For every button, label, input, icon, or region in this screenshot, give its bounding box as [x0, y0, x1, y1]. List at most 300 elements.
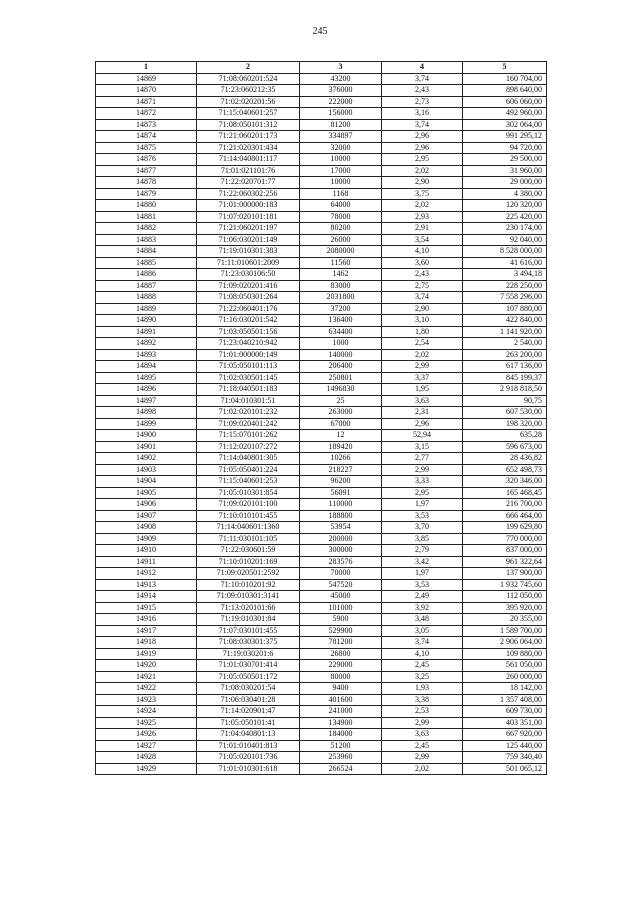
rate-cell: 1,97: [382, 499, 463, 511]
area-cell: 9400: [300, 683, 382, 695]
area-cell: 53954: [300, 522, 382, 534]
cadastral-number-cell: 71:23:040210:942: [197, 338, 300, 350]
value-cell: 109 880,00: [463, 648, 547, 660]
rate-cell: 3,15: [382, 441, 463, 453]
table-row: [96, 418, 547, 430]
rate-cell: 2,02: [382, 200, 463, 212]
rate-cell: 2,93: [382, 211, 463, 223]
rate-cell: 3,74: [382, 637, 463, 649]
cadastral-number-cell: 71:14:040801:117: [197, 154, 300, 166]
table-row: [96, 257, 547, 269]
row-number-cell: 14904: [96, 476, 197, 488]
cadastral-number-cell: 71:05:050401:224: [197, 464, 300, 476]
cadastral-number-cell: 71:06:030201:149: [197, 234, 300, 246]
table-row: [96, 625, 547, 637]
table-row: [96, 269, 547, 281]
table-row: [96, 694, 547, 706]
area-cell: 80000: [300, 671, 382, 683]
table-row: [96, 683, 547, 695]
area-cell: 136400: [300, 315, 382, 327]
cadastral-number-cell: 71:08:050301:264: [197, 292, 300, 304]
rate-cell: 3,85: [382, 533, 463, 545]
table-row: [96, 453, 547, 465]
cadastral-number-cell: 71:15:040601:257: [197, 108, 300, 120]
rate-cell: 4,10: [382, 648, 463, 660]
rate-cell: 3,75: [382, 188, 463, 200]
rate-cell: 3,92: [382, 602, 463, 614]
value-cell: 160 704,00: [463, 73, 547, 85]
rate-cell: 3,74: [382, 73, 463, 85]
row-number-cell: 14875: [96, 142, 197, 154]
cadastral-number-cell: 71:22:020701:77: [197, 177, 300, 189]
area-cell: 218227: [300, 464, 382, 476]
row-number-cell: 14886: [96, 269, 197, 281]
cadastral-number-cell: 71:23:030106:50: [197, 269, 300, 281]
table-row: [96, 108, 547, 120]
cadastral-number-cell: 71:13:020101:66: [197, 602, 300, 614]
rate-cell: 3,48: [382, 614, 463, 626]
value-cell: 125 440,00: [463, 740, 547, 752]
column-header: 4: [382, 62, 463, 74]
data-table: [95, 61, 547, 775]
area-cell: 781200: [300, 637, 382, 649]
row-number-cell: 14871: [96, 96, 197, 108]
rate-cell: 2,96: [382, 418, 463, 430]
row-number-cell: 14898: [96, 407, 197, 419]
value-cell: 225 420,00: [463, 211, 547, 223]
table-row: [96, 706, 547, 718]
value-cell: 422 840,00: [463, 315, 547, 327]
cadastral-number-cell: 71:19:010301:383: [197, 246, 300, 258]
rate-cell: 3,10: [382, 315, 463, 327]
table-row: [96, 579, 547, 591]
cadastral-number-cell: 71:09:010301:3141: [197, 591, 300, 603]
row-number-cell: 14878: [96, 177, 197, 189]
table-row: [96, 395, 547, 407]
rate-cell: 3,37: [382, 372, 463, 384]
area-cell: 81200: [300, 119, 382, 131]
row-number-cell: 14881: [96, 211, 197, 223]
row-number-cell: 14869: [96, 73, 197, 85]
value-cell: 20 355,00: [463, 614, 547, 626]
row-number-cell: 14879: [96, 188, 197, 200]
rate-cell: 2,99: [382, 752, 463, 764]
table-row: [96, 154, 547, 166]
area-cell: 51200: [300, 740, 382, 752]
row-number-cell: 14877: [96, 165, 197, 177]
row-number-cell: 14882: [96, 223, 197, 235]
area-cell: 17000: [300, 165, 382, 177]
cadastral-number-cell: 71:09:020101:100: [197, 499, 300, 511]
value-cell: 666 464,00: [463, 510, 547, 522]
cadastral-number-cell: 71:05:020101:736: [197, 752, 300, 764]
value-cell: 403 351,00: [463, 717, 547, 729]
table-row: [96, 637, 547, 649]
value-cell: 320 346,00: [463, 476, 547, 488]
area-cell: 634400: [300, 326, 382, 338]
area-cell: 188800: [300, 510, 382, 522]
rate-cell: 2,99: [382, 464, 463, 476]
area-cell: 110000: [300, 499, 382, 511]
rate-cell: 2,43: [382, 269, 463, 281]
table-row: [96, 326, 547, 338]
table-row: [96, 545, 547, 557]
row-number-cell: 14917: [96, 625, 197, 637]
row-number-cell: 14887: [96, 280, 197, 292]
table-row: [96, 361, 547, 373]
rate-cell: 2,45: [382, 740, 463, 752]
table-row: [96, 556, 547, 568]
area-cell: 134900: [300, 717, 382, 729]
row-number-cell: 14929: [96, 763, 197, 775]
area-cell: 32000: [300, 142, 382, 154]
row-number-cell: 14883: [96, 234, 197, 246]
area-cell: 283576: [300, 556, 382, 568]
area-cell: 67000: [300, 418, 382, 430]
area-cell: 11560: [300, 257, 382, 269]
cadastral-number-cell: 71:21:060201:197: [197, 223, 300, 235]
rate-cell: 2,90: [382, 303, 463, 315]
area-cell: 64000: [300, 200, 382, 212]
cadastral-number-cell: 71:09:020201:416: [197, 280, 300, 292]
value-cell: 120 320,00: [463, 200, 547, 212]
table-row: [96, 200, 547, 212]
row-number-cell: 14897: [96, 395, 197, 407]
cadastral-number-cell: 71:19:010301:84: [197, 614, 300, 626]
area-cell: 250801: [300, 372, 382, 384]
rate-cell: 2,91: [382, 223, 463, 235]
table-row: [96, 96, 547, 108]
table-row: [96, 763, 547, 775]
area-cell: 229000: [300, 660, 382, 672]
cadastral-number-cell: 71:01:010401:813: [197, 740, 300, 752]
row-number-cell: 14876: [96, 154, 197, 166]
cadastral-number-cell: 71:16:030201:542: [197, 315, 300, 327]
table-row: [96, 568, 547, 580]
value-cell: 845 199,37: [463, 372, 547, 384]
cadastral-number-cell: 71:14:040601:1360: [197, 522, 300, 534]
cadastral-number-cell: 71:11:010601:2009: [197, 257, 300, 269]
row-number-cell: 14903: [96, 464, 197, 476]
cadastral-number-cell: 71:22:060302:256: [197, 188, 300, 200]
cadastral-number-cell: 71:23:060212:35: [197, 85, 300, 97]
cadastral-number-cell: 71:01:000000:183: [197, 200, 300, 212]
value-cell: 770 000,00: [463, 533, 547, 545]
table-row: [96, 729, 547, 741]
cadastral-number-cell: 71:05:050501:172: [197, 671, 300, 683]
table-row: [96, 73, 547, 85]
rate-cell: 1,97: [382, 568, 463, 580]
area-cell: 78000: [300, 211, 382, 223]
row-number-cell: 14926: [96, 729, 197, 741]
value-cell: 18 142,00: [463, 683, 547, 695]
value-cell: 609 730,00: [463, 706, 547, 718]
area-cell: 266524: [300, 763, 382, 775]
rate-cell: 2,75: [382, 280, 463, 292]
row-number-cell: 14874: [96, 131, 197, 143]
table-row: [96, 177, 547, 189]
area-cell: 241000: [300, 706, 382, 718]
table-row: [96, 223, 547, 235]
cadastral-number-cell: 71:18:040501:183: [197, 384, 300, 396]
row-number-cell: 14907: [96, 510, 197, 522]
rate-cell: 3,74: [382, 292, 463, 304]
cadastral-number-cell: 71:01:010301:618: [197, 763, 300, 775]
rate-cell: 3,53: [382, 579, 463, 591]
table-row: [96, 338, 547, 350]
value-cell: 1 141 920,00: [463, 326, 547, 338]
value-cell: 92 040,00: [463, 234, 547, 246]
row-number-cell: 14908: [96, 522, 197, 534]
value-cell: 7 558 296,00: [463, 292, 547, 304]
cadastral-number-cell: 71:19:030201:6: [197, 648, 300, 660]
rate-cell: 3,63: [382, 729, 463, 741]
rate-cell: 2,02: [382, 349, 463, 361]
cadastral-number-cell: 71:04:010301:51: [197, 395, 300, 407]
table-row: [96, 165, 547, 177]
table-row: [96, 648, 547, 660]
table-row: [96, 602, 547, 614]
area-cell: 25: [300, 395, 382, 407]
cadastral-number-cell: 71:09:020401:242: [197, 418, 300, 430]
value-cell: 29 500,00: [463, 154, 547, 166]
cadastral-number-cell: 71:08:030201:54: [197, 683, 300, 695]
area-cell: 529900: [300, 625, 382, 637]
rate-cell: 4,10: [382, 246, 463, 258]
cadastral-number-cell: 71:15:040601:253: [197, 476, 300, 488]
cadastral-number-cell: 71:05:050101:41: [197, 717, 300, 729]
row-number-cell: 14895: [96, 372, 197, 384]
table-row: [96, 671, 547, 683]
table-row: [96, 234, 547, 246]
area-cell: 45000: [300, 591, 382, 603]
cadastral-number-cell: 71:08:030301:375: [197, 637, 300, 649]
rate-cell: 2,02: [382, 763, 463, 775]
row-number-cell: 14885: [96, 257, 197, 269]
page-number: 245: [312, 26, 328, 37]
area-cell: 1168: [300, 188, 382, 200]
row-number-cell: 14888: [96, 292, 197, 304]
row-number-cell: 14910: [96, 545, 197, 557]
table-row: [96, 188, 547, 200]
value-cell: 898 640,00: [463, 85, 547, 97]
table-row: [96, 476, 547, 488]
value-cell: 263 200,00: [463, 349, 547, 361]
value-cell: 759 340,40: [463, 752, 547, 764]
cadastral-number-cell: 71:12:020107:272: [197, 441, 300, 453]
value-cell: 607 530,00: [463, 407, 547, 419]
rate-cell: 2,45: [382, 660, 463, 672]
value-cell: 991 295,12: [463, 131, 547, 143]
cadastral-number-cell: 71:08:060201:524: [197, 73, 300, 85]
value-cell: 606 060,00: [463, 96, 547, 108]
area-cell: 37200: [300, 303, 382, 315]
rate-cell: 3,42: [382, 556, 463, 568]
row-number-cell: 14906: [96, 499, 197, 511]
table-row: [96, 142, 547, 154]
cadastral-number-cell: 71:03:050501:156: [197, 326, 300, 338]
row-number-cell: 14899: [96, 418, 197, 430]
rate-cell: 1,95: [382, 384, 463, 396]
value-cell: 137 900,00: [463, 568, 547, 580]
area-cell: 253960: [300, 752, 382, 764]
value-cell: 29 000,00: [463, 177, 547, 189]
cadastral-number-cell: 71:11:030101:105: [197, 533, 300, 545]
area-cell: 1000: [300, 338, 382, 350]
row-number-cell: 14891: [96, 326, 197, 338]
value-cell: 2 918 818,50: [463, 384, 547, 396]
cadastral-number-cell: 71:04:040801:13: [197, 729, 300, 741]
table-row: [96, 407, 547, 419]
value-cell: 90,75: [463, 395, 547, 407]
row-number-cell: 14918: [96, 637, 197, 649]
cadastral-number-cell: 71:02:030501:145: [197, 372, 300, 384]
value-cell: 198 320,00: [463, 418, 547, 430]
value-cell: 1 932 745,60: [463, 579, 547, 591]
area-cell: 376000: [300, 85, 382, 97]
row-number-cell: 14870: [96, 85, 197, 97]
table-row: [96, 591, 547, 603]
table-row: [96, 372, 547, 384]
table-row: [96, 717, 547, 729]
value-cell: 302 064,00: [463, 119, 547, 131]
table-row: [96, 303, 547, 315]
row-number-cell: 14896: [96, 384, 197, 396]
area-cell: 43200: [300, 73, 382, 85]
row-number-cell: 14927: [96, 740, 197, 752]
cadastral-number-cell: 71:07:020101:181: [197, 211, 300, 223]
column-header: 1: [96, 62, 197, 74]
cadastral-number-cell: 71:08:050101:312: [197, 119, 300, 131]
row-number-cell: 14911: [96, 556, 197, 568]
cadastral-number-cell: 71:05:050101:113: [197, 361, 300, 373]
rate-cell: 3,63: [382, 395, 463, 407]
cadastral-number-cell: 71:10:010201:169: [197, 556, 300, 568]
cadastral-number-cell: 71:06:030401:28: [197, 694, 300, 706]
rate-cell: 3,74: [382, 119, 463, 131]
value-cell: 4 380,00: [463, 188, 547, 200]
table-row: [96, 441, 547, 453]
row-number-cell: 14922: [96, 683, 197, 695]
value-cell: 395 920,00: [463, 602, 547, 614]
row-number-cell: 14924: [96, 706, 197, 718]
area-cell: 1496830: [300, 384, 382, 396]
area-cell: 26000: [300, 234, 382, 246]
area-cell: 12: [300, 430, 382, 442]
row-number-cell: 14872: [96, 108, 197, 120]
row-number-cell: 14884: [96, 246, 197, 258]
cadastral-number-cell: 71:07:030101:455: [197, 625, 300, 637]
row-number-cell: 14902: [96, 453, 197, 465]
cadastral-number-cell: 71:09:020501:2592: [197, 568, 300, 580]
rate-cell: 3,33: [382, 476, 463, 488]
table-row: [96, 487, 547, 499]
row-number-cell: 14920: [96, 660, 197, 672]
value-cell: 41 616,00: [463, 257, 547, 269]
rate-cell: 2,31: [382, 407, 463, 419]
area-cell: 80200: [300, 223, 382, 235]
row-number-cell: 14893: [96, 349, 197, 361]
cadastral-number-cell: 71:02:020201:56: [197, 96, 300, 108]
row-number-cell: 14916: [96, 614, 197, 626]
cadastral-number-cell: 71:21:020301:434: [197, 142, 300, 154]
value-cell: 94 720,00: [463, 142, 547, 154]
table-row: [96, 464, 547, 476]
table-row: [96, 740, 547, 752]
table-row: [96, 349, 547, 361]
table-row: [96, 660, 547, 672]
row-number-cell: 14889: [96, 303, 197, 315]
table-body: [96, 73, 547, 775]
area-cell: 184000: [300, 729, 382, 741]
table-row: [96, 430, 547, 442]
row-number-cell: 14928: [96, 752, 197, 764]
column-header: 2: [197, 62, 300, 74]
value-cell: 8 528 000,00: [463, 246, 547, 258]
value-cell: 596 673,00: [463, 441, 547, 453]
area-cell: 156000: [300, 108, 382, 120]
rate-cell: 2,02: [382, 165, 463, 177]
value-cell: 216 700,00: [463, 499, 547, 511]
value-cell: 652 498,73: [463, 464, 547, 476]
value-cell: 617 136,00: [463, 361, 547, 373]
table-row: [96, 533, 547, 545]
rate-cell: 3,38: [382, 694, 463, 706]
area-cell: 10266: [300, 453, 382, 465]
cadastral-number-cell: 71:14:020901:47: [197, 706, 300, 718]
rate-cell: 2,99: [382, 361, 463, 373]
value-cell: 1 357 408,00: [463, 694, 547, 706]
column-header: 3: [300, 62, 382, 74]
cadastral-number-cell: 71:01:000000:149: [197, 349, 300, 361]
cadastral-number-cell: 71:02:020101:232: [197, 407, 300, 419]
area-cell: 140000: [300, 349, 382, 361]
area-cell: 401600: [300, 694, 382, 706]
area-cell: 96200: [300, 476, 382, 488]
value-cell: 112 050,00: [463, 591, 547, 603]
table-row: [96, 119, 547, 131]
table-header-row: [96, 62, 547, 74]
rate-cell: 1,80: [382, 326, 463, 338]
table-row: [96, 315, 547, 327]
area-cell: 547520: [300, 579, 382, 591]
rate-cell: 2,43: [382, 85, 463, 97]
row-number-cell: 14915: [96, 602, 197, 614]
row-number-cell: 14919: [96, 648, 197, 660]
rate-cell: 3,70: [382, 522, 463, 534]
row-number-cell: 14890: [96, 315, 197, 327]
rate-cell: 2,54: [382, 338, 463, 350]
row-number-cell: 14880: [96, 200, 197, 212]
value-cell: 561 050,00: [463, 660, 547, 672]
table-row: [96, 280, 547, 292]
row-number-cell: 14873: [96, 119, 197, 131]
rate-cell: 2,99: [382, 717, 463, 729]
cadastral-number-cell: 71:22:030601:59: [197, 545, 300, 557]
table-row: [96, 614, 547, 626]
value-cell: 107 880,00: [463, 303, 547, 315]
cadastral-number-cell: 71:22:060401:176: [197, 303, 300, 315]
row-number-cell: 14921: [96, 671, 197, 683]
rate-cell: 2,90: [382, 177, 463, 189]
area-cell: 83000: [300, 280, 382, 292]
value-cell: 3 494,18: [463, 269, 547, 281]
cadastral-number-cell: 71:05:010301:854: [197, 487, 300, 499]
row-number-cell: 14909: [96, 533, 197, 545]
row-number-cell: 14925: [96, 717, 197, 729]
rate-cell: 2,96: [382, 142, 463, 154]
value-cell: 501 065,12: [463, 763, 547, 775]
